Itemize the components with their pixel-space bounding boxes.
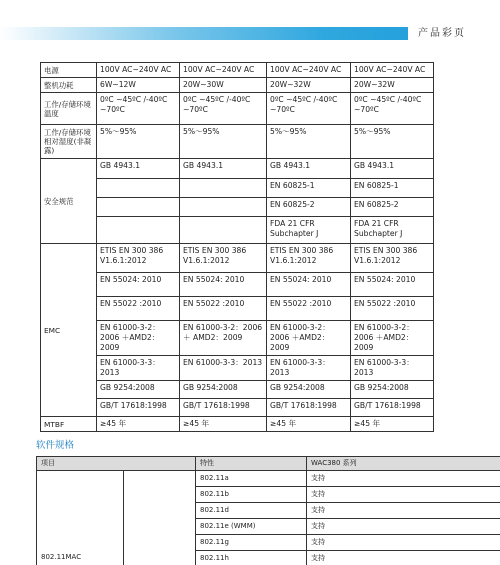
group-label: 802.11MAC [37, 471, 124, 565]
table-cell: EN 60825-2 [351, 198, 434, 217]
table-cell: EN 55024: 2010 [351, 273, 434, 297]
table-row [41, 297, 434, 321]
table-cell: ≥45 年 [97, 417, 180, 432]
table-cell [97, 179, 180, 198]
table-cell: 100V AC~240V AC [351, 63, 434, 78]
table-row [41, 78, 434, 93]
table-cell: GB/T 17618:1998 [267, 399, 351, 417]
page-header-title: 产品彩页 [408, 26, 500, 41]
table-row [41, 356, 434, 381]
table-cell: 100V AC~240V AC [180, 63, 267, 78]
row-label: EMC [41, 244, 97, 417]
table-cell: EN 55024: 2010 [267, 273, 351, 297]
table-row [41, 399, 434, 417]
table-cell: EN 55022 :2010 [180, 297, 267, 321]
feature-cell: 802.11a [196, 471, 307, 487]
table-cell: 100V AC~240V AC [267, 63, 351, 78]
table-header-row [37, 457, 500, 471]
table-cell: GB 9254:2008 [97, 381, 180, 399]
table-row [37, 471, 500, 487]
software-spec-table [36, 456, 500, 565]
table-cell: EN 60825-1 [351, 179, 434, 198]
table-cell: 20W~32W [267, 78, 351, 93]
row-label: 安全规范 [41, 159, 97, 244]
table-row [41, 381, 434, 399]
table-cell: ETIS EN 300 386 V1.6.1:2012 [267, 244, 351, 273]
table-cell: ≥45 年 [180, 417, 267, 432]
table-cell: EN 61000-3-2：2006 ＋AMD2：2009 [97, 321, 180, 356]
table-cell: 0ºC ~45ºC /-40ºC ~70ºC [180, 93, 267, 125]
table-cell: EN 55024: 2010 [97, 273, 180, 297]
table-cell: EN 61000-3-3：2013 [267, 356, 351, 381]
table-cell: GB 9254:2008 [351, 381, 434, 399]
software-spec-title: 软件规格 [36, 440, 75, 451]
column-header: 项目 [37, 457, 196, 471]
table-cell: ≥45 年 [351, 417, 434, 432]
table-cell: EN 61000-3-2：2006 ＋AMD2：2009 [351, 321, 434, 356]
support-cell: 支持 [307, 519, 500, 535]
table-cell: EN 55022 :2010 [267, 297, 351, 321]
table-cell [180, 198, 267, 217]
table-cell: ETIS EN 300 386 V1.6.1:2012 [97, 244, 180, 273]
table-cell: EN 55024: 2010 [180, 273, 267, 297]
feature-cell: 802.11b [196, 487, 307, 503]
table-cell: GB 9254:2008 [267, 381, 351, 399]
table-row [41, 198, 434, 217]
table-row [41, 217, 434, 244]
table-cell: GB 4943.1 [351, 159, 434, 179]
table-row [41, 179, 434, 198]
table-cell: GB 4943.1 [180, 159, 267, 179]
table-cell: FDA 21 CFR Subchapter J [351, 217, 434, 244]
table-cell: 5%～95% [97, 125, 180, 159]
row-label: 工作/存储环境相对湿度(非凝露) [41, 125, 97, 159]
table-row [41, 417, 434, 432]
table-cell: GB/T 17618:1998 [351, 399, 434, 417]
table-row [41, 159, 434, 179]
table-cell: GB/T 17618:1998 [180, 399, 267, 417]
table-cell [180, 217, 267, 244]
table-cell: GB 4943.1 [97, 159, 180, 179]
table-cell: 0ºC ~45ºC /-40ºC ~70ºC [97, 93, 180, 125]
feature-cell: 802.11d [196, 503, 307, 519]
table-cell [180, 179, 267, 198]
table-cell: 20W~32W [351, 78, 434, 93]
table-cell: 5%～95% [180, 125, 267, 159]
table-cell: GB/T 17618:1998 [97, 399, 180, 417]
column-header: WAC380 系列 [307, 457, 500, 471]
sub-group-cell [124, 471, 196, 565]
table-cell: EN 61000-3-2：2006＋ AMD2：2009 [180, 321, 267, 356]
table-cell: ≥45 年 [267, 417, 351, 432]
support-cell: 支持 [307, 535, 500, 551]
table-cell: 20W~30W [180, 78, 267, 93]
table-cell: 5%～95% [267, 125, 351, 159]
row-label: 整机功耗 [41, 78, 97, 93]
feature-cell: 802.11e (WMM) [196, 519, 307, 535]
table-cell: ETIS EN 300 386 V1.6.1:2012 [351, 244, 434, 273]
row-label: 电源 [41, 63, 97, 78]
table-row [41, 244, 434, 273]
table-row [41, 125, 434, 159]
table-row [41, 273, 434, 297]
table-cell: 100V AC~240V AC [97, 63, 180, 78]
table-row [41, 63, 434, 78]
support-cell: 支持 [307, 551, 500, 565]
table-cell: 6W~12W [97, 78, 180, 93]
table-cell: ETIS EN 300 386 V1.6.1:2012 [180, 244, 267, 273]
table-row [41, 93, 434, 125]
table-cell: EN 61000-3-2：2006 ＋AMD2：2009 [267, 321, 351, 356]
table-cell: 5%～95% [351, 125, 434, 159]
row-label: MTBF [41, 417, 97, 432]
table-cell: EN 61000-3-3：2013 [97, 356, 180, 381]
hardware-spec-table [40, 62, 434, 432]
table-cell [97, 198, 180, 217]
row-label: 工作/存储环境温度 [41, 93, 97, 125]
table-cell: EN 61000-3-3：2013 [180, 356, 267, 381]
table-cell: EN 60825-1 [267, 179, 351, 198]
table-cell [97, 217, 180, 244]
table-cell: EN 55022 :2010 [97, 297, 180, 321]
table-cell: GB 9254:2008 [180, 381, 267, 399]
table-cell: GB 4943.1 [267, 159, 351, 179]
table-cell: EN 60825-2 [267, 198, 351, 217]
table-row [41, 321, 434, 356]
table-cell: EN 55022 :2010 [351, 297, 434, 321]
support-cell: 支持 [307, 503, 500, 519]
feature-cell: 802.11g [196, 535, 307, 551]
column-header: 特性 [196, 457, 307, 471]
support-cell: 支持 [307, 471, 500, 487]
support-cell: 支持 [307, 487, 500, 503]
table-cell: 0ºC ~45ºC /-40ºC ~70ºC [267, 93, 351, 125]
table-cell: 0ºC ~45ºC /-40ºC ~70ºC [351, 93, 434, 125]
feature-cell: 802.11h [196, 551, 307, 565]
table-cell: EN 61000-3-3：2013 [351, 356, 434, 381]
table-cell: FDA 21 CFR Subchapter J [267, 217, 351, 244]
